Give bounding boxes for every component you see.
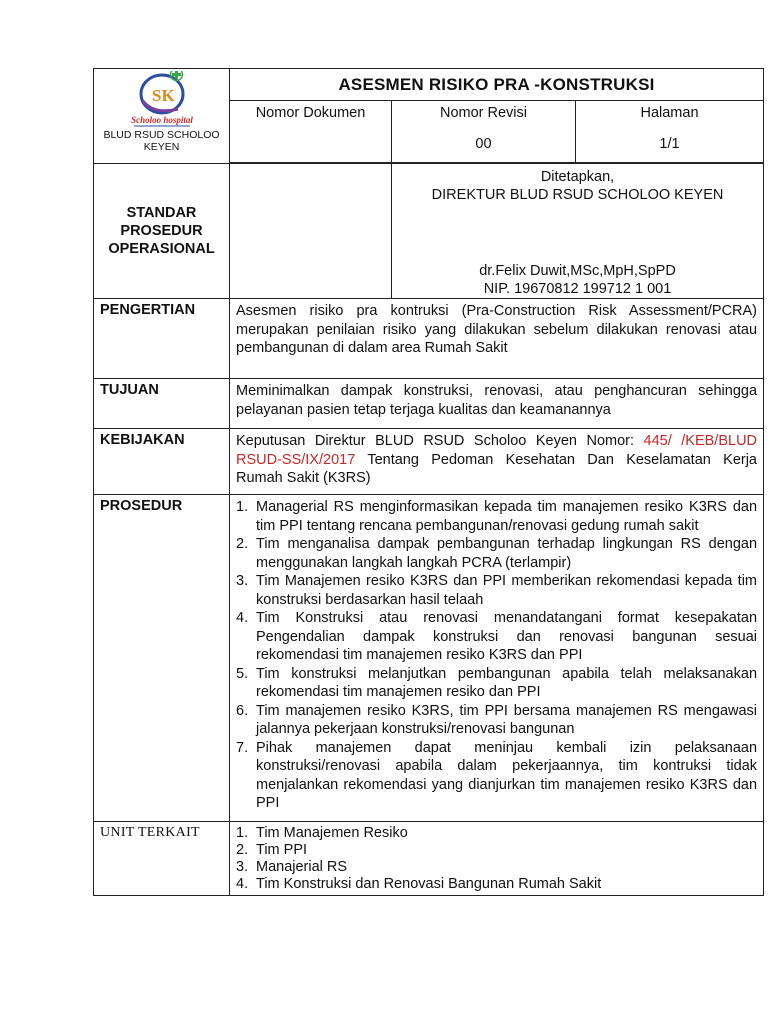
spo-label (94, 164, 230, 299)
kebijakan-text-part2: Tentang Pedoman Kesehatan Dan Keselamatan Kerja Rumah Sakit (K3RS) (236, 451, 758, 486)
unit-terkait-content (230, 821, 764, 895)
document-title: ASESMEN RISIKO PRA -KONSTRUKSI (230, 69, 764, 101)
list-item-number: 2. (236, 841, 249, 858)
list-item (236, 665, 757, 702)
halaman-cell (576, 101, 764, 163)
list-item-text: Managerial RS menginformasikan kepada tim manajemen resiko K3RS dan tim PPI tentang rencana pembangunan/renovasi gedung rumah sakit (256, 499, 758, 534)
prosedur-steps-list (236, 498, 757, 813)
list-item-text: Tim Konstruksi dan Renovasi Bangunan Rumah Sakit (256, 875, 602, 892)
list-item-text: Tim PPI (256, 841, 308, 858)
unit-terkait-label: UNIT TERKAIT (94, 821, 230, 895)
list-item-text: Manajerial RS (256, 858, 348, 875)
nomor-revisi-value: 00 (475, 136, 492, 152)
spo-document-table (93, 68, 764, 896)
list-item (236, 498, 757, 535)
list-item-number: 6. (236, 702, 249, 719)
signatory-nip: NIP. 19670812 199712 1 001 (483, 281, 672, 297)
list-item (236, 842, 757, 859)
direktur-text: DIREKTUR BLUD RSUD SCHOLOO KEYEN (431, 187, 724, 203)
list-item-text: Tim Manajemen resiko K3RS dan PPI memberikan rekomendasi kepada tim konstruksi berdasarkan hasil telaah (256, 573, 758, 608)
list-item (236, 609, 757, 665)
list-item-text: Tim Manajemen Resiko (256, 824, 408, 841)
list-item (236, 739, 757, 813)
nomor-dokumen-cell (230, 101, 392, 163)
svg-text:SK: SK (152, 86, 175, 105)
list-item (236, 702, 757, 739)
hospital-name (94, 129, 229, 153)
list-item-number: 5. (236, 665, 249, 682)
unit-terkait-list (236, 825, 757, 893)
signature-block (392, 164, 764, 299)
ditetapkan-text: Ditetapkan, (540, 169, 615, 185)
list-item-text: Tim menganalisa dampak pembangunan terhadap lingkungan RS dengan menggunakan langkah langkah PCRA (terlampir) (256, 536, 758, 571)
halaman-label: Halaman (640, 105, 699, 121)
list-item (236, 535, 757, 572)
list-item (236, 825, 757, 842)
pengertian-text: Asesmen risiko pra kontruksi (Pra-Construction Risk Assessment/PCRA) merupakan penilaian risiko yang dilakukan sebelum dilakukan renovasi atau pembangunan di dalam area Rumah Sakit (230, 299, 764, 379)
halaman-value: 1/1 (659, 136, 680, 152)
nomor-dokumen-label: Nomor Dokumen (255, 105, 366, 121)
list-item-text: Pihak manajemen dapat meninjau kembali izin pelaksanaan konstruksi/renovasi apabila dalam pekerjaannya, tim kontruksi tidak menjalankan rekomendasi yang dianjurkan tim manajemen resiko K3RS dan PPI (256, 739, 758, 811)
spo-label-line3: OPERASIONAL (108, 241, 215, 257)
list-item-number: 7. (236, 739, 249, 756)
pengertian-label: PENGERTIAN (94, 299, 230, 379)
prosedur-label: PROSEDUR (94, 495, 230, 822)
spo-label-line2: PROSEDUR (120, 223, 203, 239)
nomor-revisi-label: Nomor Revisi (439, 105, 527, 121)
kebijakan-text (230, 429, 764, 495)
nomor-dokumen-value (230, 126, 391, 162)
list-item-number: 1. (236, 824, 249, 841)
list-item-text: Tim Konstruksi atau renovasi menandatangani format kesepakatan Pengendalian dampak konstruksi dan renovasi bangunan sesuai rekomendasi tim manajemen resiko K3RS dan PPI (256, 610, 758, 663)
hospital-logo-icon (94, 71, 230, 129)
kebijakan-label: KEBIJAKAN (94, 429, 230, 495)
kebijakan-text-part1: Keputusan Direktur BLUD RSUD Scholoo Keyen Nomor: (236, 433, 644, 449)
list-item-text: Tim manajemen resiko K3RS, tim PPI bersama manajemen RS mengawasi jalannya pekerjaan konstruksi/renovasi bangunan (256, 702, 758, 737)
spo-label-line1: STANDAR (126, 205, 197, 221)
svg-text:Scholoo hospital: Scholoo hospital (131, 115, 193, 125)
list-item-number: 1. (236, 499, 249, 515)
kebijakan-decree-number: 445/ /KEB/BLUD RSUD-SS/IX/2017 (236, 433, 758, 468)
prosedur-content (230, 495, 764, 822)
tujuan-text: Meminimalkan dampak konstruksi, renovasi, atau penghancuran sehingga pelayanan pasien tetap terjaga kualitas dan keamanannya (230, 379, 764, 429)
list-item (236, 859, 757, 876)
nomor-revisi-cell (392, 101, 576, 163)
hospital-name-line2: KEYEN (143, 141, 180, 153)
hospital-name-line1: BLUD RSUD SCHOLOO (103, 129, 220, 141)
spo-empty-cell (230, 164, 392, 299)
list-item-number: 3. (236, 573, 249, 589)
list-item-text: Tim konstruksi melanjutkan pembangunan apabila telah melaksanakan rekomendasi tim manajemen resiko dan PPI (256, 665, 758, 700)
list-item-number: 4. (236, 610, 249, 626)
list-item (236, 572, 757, 609)
tujuan-label: TUJUAN (94, 379, 230, 429)
hospital-logo (94, 71, 229, 129)
list-item (236, 876, 757, 893)
list-item-number: 3. (236, 858, 249, 875)
list-item-number: 4. (236, 875, 249, 892)
signatory-name: dr.Felix Duwit,MSc,MpH,SpPD (479, 263, 676, 279)
list-item-number: 2. (236, 536, 249, 552)
logo-cell (94, 69, 230, 164)
